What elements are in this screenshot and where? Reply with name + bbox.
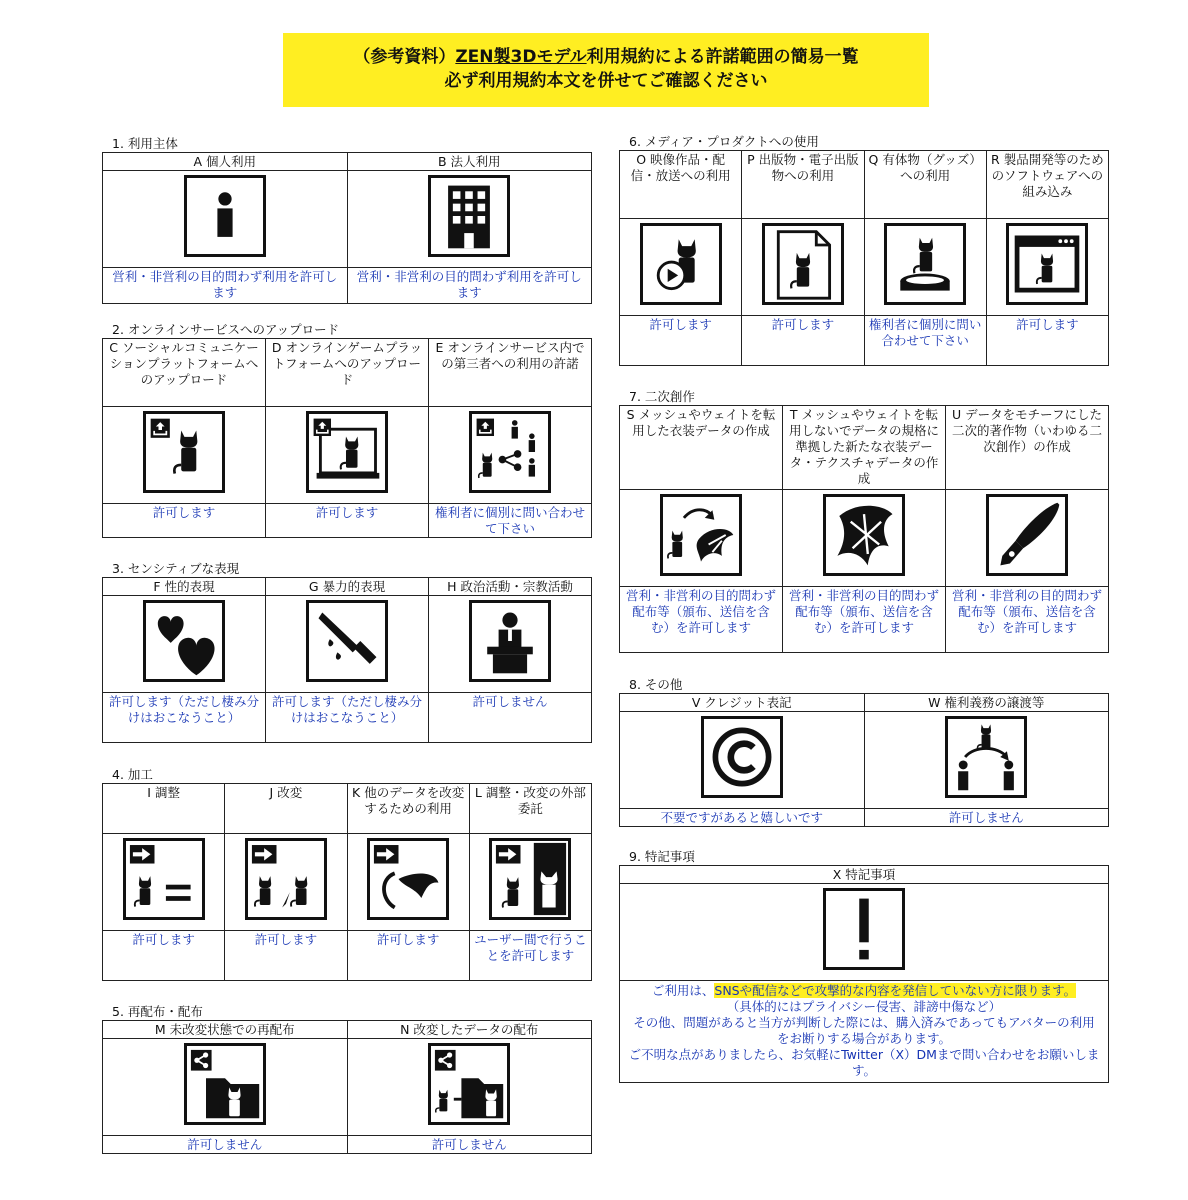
item-label: A 個人利用: [103, 153, 348, 171]
section-title: 7. 二次創作: [629, 389, 695, 404]
item-label: M 未改変状態での再配布: [103, 1021, 348, 1039]
section-redistribution: [102, 1003, 592, 1154]
section-title: 5. 再配布・配布: [112, 1004, 203, 1019]
item-label: X 特記事項: [620, 866, 1109, 884]
permission-status: 許可します: [986, 316, 1108, 366]
item-label: V クレジット表記: [620, 694, 865, 712]
permission-status: 許可します: [266, 504, 429, 538]
section-sensitive-expression: [102, 560, 592, 743]
permission-status: 許可しません: [429, 693, 592, 743]
permission-status: 許可します: [742, 316, 864, 366]
podium-icon: [469, 600, 551, 682]
permission-status: 許可します: [103, 931, 225, 981]
permission-status: 許可しません: [347, 1136, 592, 1154]
section-title: 3. センシティブな表現: [112, 561, 240, 576]
item-label: Q 有体物（グッズ）への利用: [864, 151, 986, 219]
video-cat-icon: [640, 223, 722, 305]
section-title: 2. オンラインサービスへのアップロード: [112, 322, 340, 337]
building-icon: [428, 175, 510, 257]
modify-icon: [245, 838, 327, 920]
section-derivative-works: [619, 388, 1109, 653]
permission-table: [619, 150, 1109, 366]
permission-status: 営利・非営利の目的問わず配布等（頒布、送信を含む）を許可します: [946, 587, 1109, 653]
section-online-upload: [102, 321, 592, 538]
item-label: B 法人利用: [347, 153, 592, 171]
banner-prefix: （参考資料）: [353, 47, 456, 67]
item-label: O 映像作品・配信・放送への利用: [620, 151, 742, 219]
cloth-icon: [823, 494, 905, 576]
permission-status: 権利者に個別に問い合わせて下さい: [864, 316, 986, 366]
hearts-icon: [143, 600, 225, 682]
transfer-icon: [945, 716, 1027, 798]
notes-table: [619, 865, 1109, 1083]
section-media-products: [619, 133, 1109, 366]
pen-icon: [986, 494, 1068, 576]
software-cat-icon: [1006, 223, 1088, 305]
item-label: L 調整・改変の外部委託: [469, 784, 591, 834]
upload-monitor-cat-icon: [306, 411, 388, 493]
permission-status: 営利・非営利の目的問わず配布等（頒布、送信を含む）を許可します: [620, 587, 783, 653]
share-folder-icon: [184, 1043, 266, 1125]
item-label: U データをモチーフにした二次的著作物（いわゆる二次創作）の作成: [946, 406, 1109, 490]
permission-table: [102, 783, 592, 981]
notes-line: （具体的にはプライバシー侵害、誹謗中傷など）: [726, 999, 1002, 1014]
section-other: [619, 676, 1109, 827]
copyright-icon: [701, 716, 783, 798]
item-label: K 他のデータを改変するための利用: [347, 784, 469, 834]
cloth-transfer-icon: [660, 494, 742, 576]
item-label: T メッシュやウェイトを転用しないでデータの規格に準拠した新たな衣装データ・テクスチャデータの作成: [783, 406, 946, 490]
upload-cat-icon: [143, 411, 225, 493]
notes-line: [628, 983, 1100, 999]
person-icon: [184, 175, 266, 257]
notes-prefix: ご利用は、: [651, 983, 715, 998]
knife-icon: [306, 600, 388, 682]
permission-status: 許可します（ただし棲み分けはおこなうこと）: [266, 693, 429, 743]
item-label: W 権利義務の譲渡等: [864, 694, 1109, 712]
banner-product-name: ZEN製3Dモデル: [455, 47, 587, 67]
item-label: P 出版物・電子出版物への利用: [742, 151, 864, 219]
share-modified-icon: [428, 1043, 510, 1125]
banner-subtitle: 必ず利用規約本文を併せてご確認ください: [444, 71, 768, 91]
item-label: C ソーシャルコミュニケーションプラットフォームへのアップロード: [103, 339, 266, 407]
notes-line: ご不明な点がありましたら、お気軽にTwitter（X）DMまで問い合わせをお願いします。: [628, 1047, 1100, 1078]
special-notes-text: [620, 981, 1109, 1083]
document-banner: [283, 33, 929, 107]
upload-share-icon: [469, 411, 551, 493]
item-label: D オンラインゲームプラットフォームへのアップロード: [266, 339, 429, 407]
item-label: N 改変したデータの配布: [347, 1021, 592, 1039]
item-label: G 暴力的表現: [266, 578, 429, 596]
section-title: 6. メディア・プロダクトへの使用: [629, 134, 819, 149]
permission-status: 営利・非営利の目的問わず利用を許可します: [103, 268, 348, 304]
permission-status: 許可します: [347, 931, 469, 981]
exclamation-icon: [823, 888, 905, 970]
section-title: 4. 加工: [112, 767, 153, 782]
permission-status: 不要ですがあると嬉しいです: [620, 809, 865, 827]
permission-status: 権利者に個別に問い合わせて下さい: [429, 504, 592, 538]
section-title: 9. 特記事項: [629, 849, 695, 864]
permission-status: 許可します: [620, 316, 742, 366]
item-label: R 製品開発等のためのソフトウェアへの組み込み: [986, 151, 1108, 219]
notes-line: その他、問題があると当方が判断した際には、購入済みであってもアバターの利用をお断りする場合があります。: [633, 1015, 1095, 1046]
figure-cat-icon: [884, 223, 966, 305]
outsource-icon: [489, 838, 571, 920]
permission-status: 営利・非営利の目的問わず利用を許可します: [347, 268, 592, 304]
permission-status: 許可します: [103, 504, 266, 538]
banner-suffix: 利用規約による許諾範囲の簡易一覧: [586, 47, 859, 67]
section-processing: [102, 766, 592, 981]
section-usage-subject: [102, 135, 592, 304]
permission-status: ユーザー間で行うことを許可します: [469, 931, 591, 981]
item-label: J 改変: [225, 784, 347, 834]
adjust-icon: [123, 838, 205, 920]
permission-status: 許可しません: [103, 1136, 348, 1154]
section-title: 1. 利用主体: [112, 136, 178, 151]
permission-status: 許可しません: [864, 809, 1109, 827]
banner-title: [283, 45, 929, 69]
other-data-icon: [367, 838, 449, 920]
item-label: H 政治活動・宗教活動: [429, 578, 592, 596]
section-title: 8. その他: [629, 677, 683, 692]
document-cat-icon: [762, 223, 844, 305]
permission-status: 許可します: [225, 931, 347, 981]
permission-table: [619, 693, 1109, 827]
item-label: I 調整: [103, 784, 225, 834]
notes-highlight: SNSや配信などで攻撃的な内容を発信していない方に限ります。: [714, 983, 1077, 998]
permission-table: [102, 338, 592, 538]
permission-status: 営利・非営利の目的問わず配布等（頒布、送信を含む）を許可します: [783, 587, 946, 653]
section-special-notes: [619, 848, 1109, 1083]
permission-status: 許可します（ただし棲み分けはおこなうこと）: [103, 693, 266, 743]
permission-table: [102, 577, 592, 743]
permission-table: [619, 405, 1109, 653]
permission-table: [102, 152, 592, 304]
item-label: E オンラインサービス内での第三者への利用の許諾: [429, 339, 592, 407]
permission-table: [102, 1020, 592, 1154]
item-label: F 性的表現: [103, 578, 266, 596]
item-label: S メッシュやウェイトを転用した衣装データの作成: [620, 406, 783, 490]
